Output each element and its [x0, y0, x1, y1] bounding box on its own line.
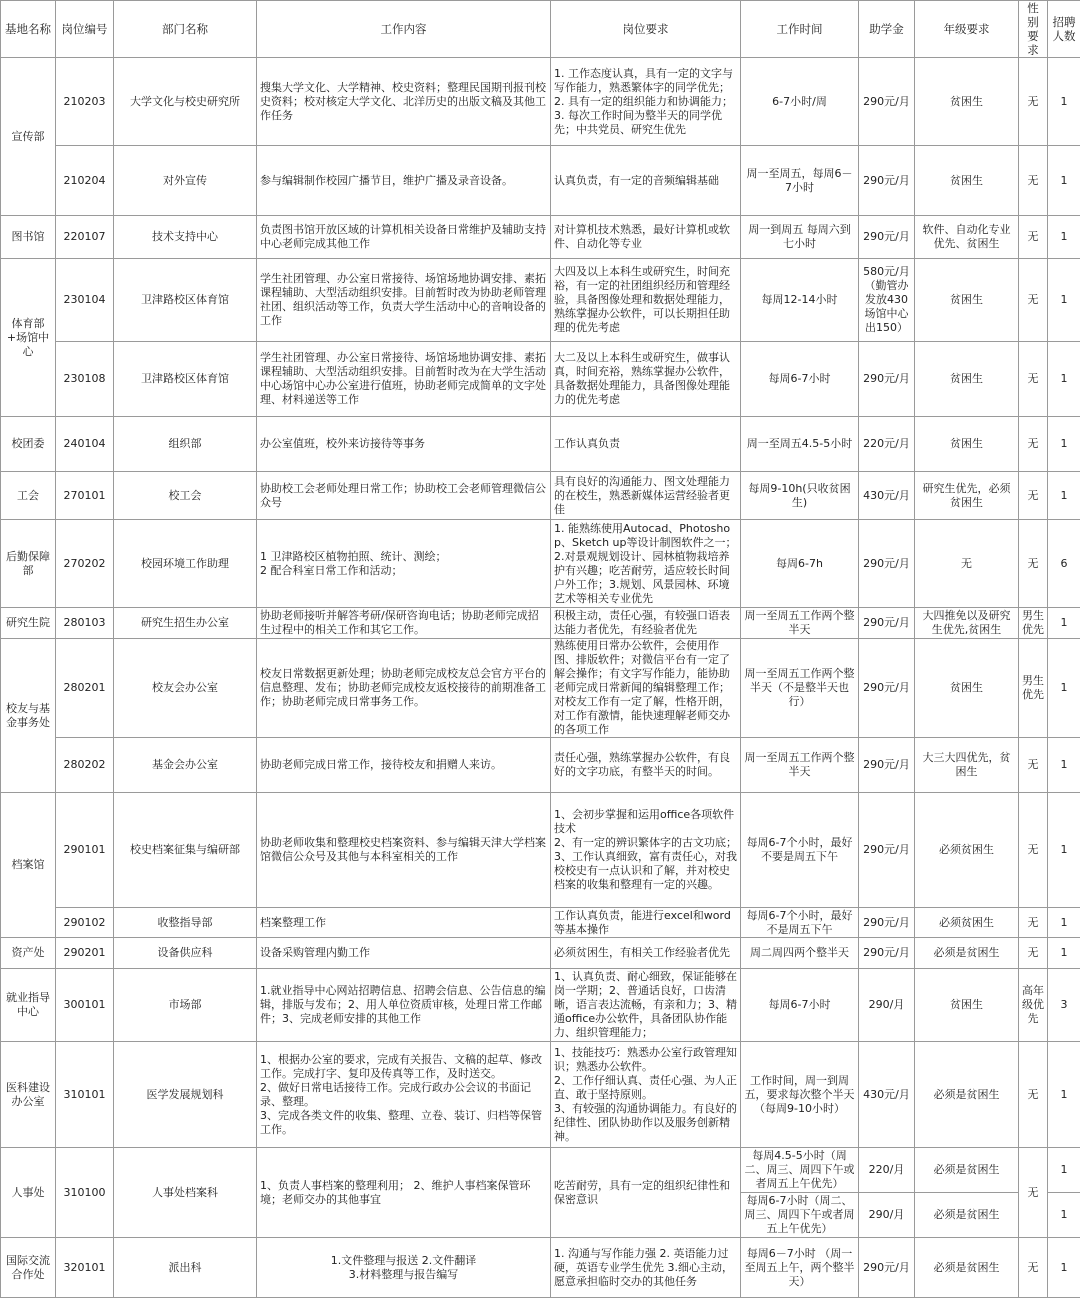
base-name-cell: 宣传部	[1, 58, 56, 216]
grade-requirement-cell: 贫困生	[915, 969, 1019, 1042]
work-time-cell: 每周4.5-5小时（周二、周三、周四下午或者周五上午优先）	[741, 1148, 859, 1193]
table-row	[1, 146, 1080, 216]
department-cell: 基金会办公室	[114, 738, 257, 793]
requirements-cell: 1、会初步掌握和运用office各项软件技术 2、有一定的辨识繁体字的古文功底； 3、工作认真细致，富有责任心，对我校校史有一点认识和了解，并对校史档案的收集和整理有一定的兴趣。	[551, 793, 741, 908]
stipend-cell: 290元/月	[859, 216, 915, 259]
work-time-cell: 工作时间，周一到周五，要求每次整个半天 （每周9-10小时）	[741, 1042, 859, 1148]
headcount-cell: 1	[1048, 259, 1080, 342]
department-cell: 组织部	[114, 417, 257, 472]
stipend-cell: 290元/月	[859, 520, 915, 608]
grade-requirement-cell: 无	[915, 520, 1019, 608]
base-name-cell: 校友与基金事务处	[1, 639, 56, 793]
headcount-cell: 1	[1048, 608, 1080, 639]
base-name-cell: 资产处	[1, 938, 56, 969]
requirements-cell: 1. 能熟练使用Autocad、Photoshop、Sketch up等设计制图软件之一； 2.对景观规划设计、园林植物栽培养护有兴趣；吃苦耐劳，适应较长时间户外工作；3.规划、风景园林、环境艺术等相关专业优先	[551, 520, 741, 608]
header-row	[1, 1, 1080, 58]
headcount-cell: 6	[1048, 520, 1080, 608]
table-row	[1, 1238, 1080, 1298]
table-row	[1, 969, 1080, 1042]
position-id-cell: 220107	[56, 216, 114, 259]
table-row	[1, 342, 1080, 417]
headcount-cell: 1	[1048, 639, 1080, 738]
grade-requirement-cell: 大三大四优先，贫困生	[915, 738, 1019, 793]
grade-requirement-cell: 贫困生	[915, 146, 1019, 216]
headcount-cell: 1	[1048, 342, 1080, 417]
work-time-cell: 周一到周五 每周六到七小时	[741, 216, 859, 259]
work-time-cell: 周二周四两个整半天	[741, 938, 859, 969]
headcount-cell: 1	[1048, 938, 1080, 969]
work-time-cell: 周一至周五4.5-5小时	[741, 417, 859, 472]
requirements-cell: 吃苦耐劳，具有一定的组织纪律性和保密意识	[551, 1148, 741, 1238]
stipend-cell: 290元/月	[859, 58, 915, 146]
table-row	[1, 738, 1080, 793]
work-content-cell: 设备采购管理内勤工作	[257, 938, 551, 969]
headcount-cell: 1	[1048, 738, 1080, 793]
table-row	[1, 908, 1080, 938]
stipend-cell: 290元/月	[859, 908, 915, 938]
stipend-cell: 290元/月	[859, 608, 915, 639]
gender-requirement-cell: 无	[1019, 520, 1048, 608]
gender-requirement-cell: 无	[1019, 146, 1048, 216]
work-time-cell: 每周6-7个小时，最好不是周五下午	[741, 908, 859, 938]
headcount-cell: 1	[1048, 1148, 1080, 1193]
header-headcount: 招聘人数	[1048, 1, 1080, 58]
headcount-cell: 3	[1048, 969, 1080, 1042]
gender-requirement-cell: 无	[1019, 938, 1048, 969]
table-row	[1, 259, 1080, 342]
table-row	[1, 1148, 1080, 1193]
requirements-cell: 积极主动，责任心强，有较强口语表达能力者优先，有经验者优先	[551, 608, 741, 639]
work-content-cell: 校友日常数据更新处理；协助老师完成校友总会官方平台的信息整理、发布；协助老师完成校友返校接待的前期准备工作；协助老师完成日常事务工作。	[257, 639, 551, 738]
department-cell: 市场部	[114, 969, 257, 1042]
table-row	[1, 608, 1080, 639]
position-id-cell: 310100	[56, 1148, 114, 1238]
requirements-cell: 工作认真负责，能进行excel和word等基本操作	[551, 908, 741, 938]
position-id-cell: 210203	[56, 58, 114, 146]
grade-requirement-cell: 必须贫困生	[915, 793, 1019, 908]
work-time-cell: 每周6-7小时	[741, 969, 859, 1042]
gender-requirement-cell: 无	[1019, 216, 1048, 259]
stipend-cell: 290元/月	[859, 146, 915, 216]
work-time-cell: 每周6-7小时	[741, 342, 859, 417]
work-time-cell: 周一至周五工作两个整半天	[741, 608, 859, 639]
work-content-cell: 协助老师完成日常工作，接待校友和捐赠人来访。	[257, 738, 551, 793]
work-content-cell: 参与编辑制作校园广播节目，维护广播及录音设备。	[257, 146, 551, 216]
work-content-cell: 档案整理工作	[257, 908, 551, 938]
position-id-cell: 280201	[56, 639, 114, 738]
department-cell: 校史档案征集与编研部	[114, 793, 257, 908]
work-content-cell: 搜集大学文化、大学精神、校史资料；整理民国期刊报刊校史资料；校对核定大学文化、北洋历史的出版文稿及其他工作任务	[257, 58, 551, 146]
stipend-cell: 290元/月	[859, 938, 915, 969]
base-name-cell: 国际交流合作处	[1, 1238, 56, 1298]
stipend-cell: 290元/月	[859, 1238, 915, 1298]
department-cell: 派出科	[114, 1238, 257, 1298]
base-name-cell: 研究生院	[1, 608, 56, 639]
grade-requirement-cell: 贫困生	[915, 417, 1019, 472]
header-base: 基地名称	[1, 1, 56, 58]
requirements-cell: 大四及以上本科生或研究生，时间充裕，有一定的社团组织经历和管理经验，具备图像处理和数据处理能力，熟练掌握办公软件，可以长期担任助理的优先考虑	[551, 259, 741, 342]
header-work-content: 工作内容	[257, 1, 551, 58]
base-name-cell: 校团委	[1, 417, 56, 472]
stipend-cell: 580元/月（勤管办发放430场馆中心出150）	[859, 259, 915, 342]
work-content-cell: 1 卫津路校区植物拍照、统计、测绘； 2 配合科室日常工作和活动；	[257, 520, 551, 608]
stipend-cell: 290元/月	[859, 793, 915, 908]
gender-requirement-cell: 无	[1019, 259, 1048, 342]
stipend-cell: 290元/月	[859, 342, 915, 417]
stipend-cell: 220元/月	[859, 417, 915, 472]
work-time-cell: 周一至周五工作两个整半天（不是整半天也行）	[741, 639, 859, 738]
gender-requirement-cell: 无	[1019, 738, 1048, 793]
work-time-cell: 每周6－7小时 （周一至周五上午，两个整半天）	[741, 1238, 859, 1298]
stipend-cell: 430元/月	[859, 1042, 915, 1148]
position-id-cell: 290102	[56, 908, 114, 938]
work-content-cell: 负责图书馆开放区域的计算机相关设备日常维护及辅助支持中心老师完成其他工作	[257, 216, 551, 259]
gender-requirement-cell: 无	[1019, 342, 1048, 417]
work-time-cell: 周一至周五，每周6－7小时	[741, 146, 859, 216]
department-cell: 卫津路校区体育馆	[114, 342, 257, 417]
work-content-cell: 1.就业指导中心网站招聘信息、招聘会信息、公告信息的编辑，排版与发布；2、用人单位资质审核，处理日常工作邮件；3、完成老师安排的其他工作	[257, 969, 551, 1042]
work-time-cell: 每周9-10h(只收贫困生)	[741, 472, 859, 520]
requirements-cell: 1. 工作态度认真，具有一定的文字与写作能力，熟悉繁体字的同学优先； 2. 具有一定的组织能力和协调能力； 3. 每次工作时间为整半天的同学优先；中共党员、研究生优先	[551, 58, 741, 146]
gender-requirement-cell: 男生优先	[1019, 639, 1048, 738]
table-row	[1, 938, 1080, 969]
work-content-cell: 协助校工会老师处理日常工作；协助校工会老师管理微信公众号	[257, 472, 551, 520]
headcount-cell: 1	[1048, 1193, 1080, 1238]
department-cell: 校友会办公室	[114, 639, 257, 738]
work-content-cell: 协助老师收集和整理校史档案资料、参与编辑天津大学档案馆微信公众号及其他与本科室相关的工作	[257, 793, 551, 908]
grade-requirement-cell: 必须是贫困生	[915, 1148, 1019, 1193]
position-id-cell: 310101	[56, 1042, 114, 1148]
work-content-cell: 1、负责人事档案的整理利用； 2、维护人事档案保管环境；老师交办的其他事宜	[257, 1148, 551, 1238]
header-grade: 年级要求	[915, 1, 1019, 58]
requirements-cell: 具有良好的沟通能力、图文处理能力的在校生，熟悉新媒体运营经验者更佳	[551, 472, 741, 520]
position-id-cell: 280202	[56, 738, 114, 793]
grade-requirement-cell: 贫困生	[915, 259, 1019, 342]
department-cell: 收整指导部	[114, 908, 257, 938]
position-id-cell: 320101	[56, 1238, 114, 1298]
requirements-cell: 工作认真负责	[551, 417, 741, 472]
header-position-id: 岗位编号	[56, 1, 114, 58]
grade-requirement-cell: 必须是贫困生	[915, 938, 1019, 969]
stipend-cell: 220/月	[859, 1148, 915, 1193]
work-time-cell: 每周12-14小时	[741, 259, 859, 342]
department-cell: 校园环境工作助理	[114, 520, 257, 608]
position-id-cell: 230108	[56, 342, 114, 417]
grade-requirement-cell: 贫困生	[915, 58, 1019, 146]
requirements-cell: 1. 沟通与写作能力强 2. 英语能力过硬，英语专业学生优先 3.细心主动，愿意承担临时交办的其他任务	[551, 1238, 741, 1298]
work-time-cell: 每周6-7h	[741, 520, 859, 608]
department-cell: 校工会	[114, 472, 257, 520]
gender-requirement-cell: 无	[1019, 417, 1048, 472]
stipend-cell: 290元/月	[859, 738, 915, 793]
position-id-cell: 270202	[56, 520, 114, 608]
headcount-cell: 1	[1048, 1042, 1080, 1148]
grade-requirement-cell: 必须是贫困生	[915, 1193, 1019, 1238]
grade-requirement-cell: 必须贫困生	[915, 908, 1019, 938]
department-cell: 技术支持中心	[114, 216, 257, 259]
grade-requirement-cell: 必须是贫困生	[915, 1238, 1019, 1298]
work-time-cell: 每周6-7小时（周二、周三、周四下午或者周五上午优先）	[741, 1193, 859, 1238]
requirements-cell: 认真负责，有一定的音频编辑基础	[551, 146, 741, 216]
base-name-cell: 就业指导中心	[1, 969, 56, 1042]
work-content-cell: 1.文件整理与报送 2.文件翻译 3.材料整理与报告编写	[257, 1238, 551, 1298]
requirements-cell: 1、认真负责、耐心细致，保证能够在岗一学期；2、普通话良好，口齿清晰，语言表达流畅，有亲和力；3、精通office办公软件，具备团队协作能力、组织管理能力；	[551, 969, 741, 1042]
work-time-cell: 周一至周五工作两个整半天	[741, 738, 859, 793]
requirements-cell: 大二及以上本科生或研究生，做事认真，时间充裕，熟练掌握办公软件，具备数据处理能力，具备图像处理能力的优先考虑	[551, 342, 741, 417]
work-content-cell: 办公室值班，校外来访接待等事务	[257, 417, 551, 472]
gender-requirement-cell: 无	[1019, 1238, 1048, 1298]
work-time-cell: 6-7小时/周	[741, 58, 859, 146]
work-content-cell: 1、根据办公室的要求，完成有关报告、文稿的起草、修改工作。完成打字、复印及传真等工作，及时送交。 2、做好日常电话接待工作。完成行政办公会议的书面记录、整理。 3、完成各类文件的收集、整理、立卷、装订、归档等保管工作。	[257, 1042, 551, 1148]
table-row	[1, 793, 1080, 908]
department-cell: 研究生招生办公室	[114, 608, 257, 639]
table-row	[1, 417, 1080, 472]
base-name-cell: 医科建设办公室	[1, 1042, 56, 1148]
position-id-cell: 230104	[56, 259, 114, 342]
department-cell: 设备供应科	[114, 938, 257, 969]
table-row	[1, 58, 1080, 146]
header-gender: 性别要求	[1019, 1, 1048, 58]
stipend-cell: 290/月	[859, 1193, 915, 1238]
work-content-cell: 学生社团管理、办公室日常接待、场馆场地协调安排、素拓课程辅助、大型活动组织安排。目前暂时改为协助老师管理社团、组织活动等工作，负责大学生活动中心的音响设备的工作	[257, 259, 551, 342]
table-body	[1, 58, 1080, 1298]
header-stipend: 助学金	[859, 1, 915, 58]
stipend-cell: 290/月	[859, 969, 915, 1042]
requirements-cell: 熟练使用日常办公软件，会使用作图、排版软件；对微信平台有一定了解会操作；有文字写作能力，能协助老师完成日常新闻的编辑整理工作；对校友工作有一定了解，性格开朗，对工作有激情，能快速理解老师交办的各项工作	[551, 639, 741, 738]
table-row	[1, 216, 1080, 259]
base-name-cell: 后勤保障部	[1, 520, 56, 608]
headcount-cell: 1	[1048, 908, 1080, 938]
headcount-cell: 1	[1048, 417, 1080, 472]
headcount-cell: 1	[1048, 146, 1080, 216]
grade-requirement-cell: 贫困生	[915, 639, 1019, 738]
position-id-cell: 290101	[56, 793, 114, 908]
grade-requirement-cell: 必须是贫困生	[915, 1042, 1019, 1148]
headcount-cell: 1	[1048, 472, 1080, 520]
table-row	[1, 472, 1080, 520]
department-cell: 卫津路校区体育馆	[114, 259, 257, 342]
position-id-cell: 280103	[56, 608, 114, 639]
work-content-cell: 学生社团管理、办公室日常接待、场馆场地协调安排、素拓课程辅助、大型活动组织安排。目前暂时改为在大学生活动中心场馆中心办公室进行值班，协助老师完成简单的文字处理、材料递送等工作	[257, 342, 551, 417]
header-requirements: 岗位要求	[551, 1, 741, 58]
base-name-cell: 人事处	[1, 1148, 56, 1238]
position-id-cell: 210204	[56, 146, 114, 216]
table-row	[1, 1042, 1080, 1148]
position-id-cell: 290201	[56, 938, 114, 969]
department-cell: 大学文化与校史研究所	[114, 58, 257, 146]
work-content-cell: 协助老师接听并解答考研/保研咨询电话；协助老师完成招生过程中的相关工作和其它工作。	[257, 608, 551, 639]
base-name-cell: 档案馆	[1, 793, 56, 938]
gender-requirement-cell: 无	[1019, 58, 1048, 146]
headcount-cell: 1	[1048, 216, 1080, 259]
position-id-cell: 240104	[56, 417, 114, 472]
stipend-cell: 290元/月	[859, 639, 915, 738]
gender-requirement-cell: 高年级优先	[1019, 969, 1048, 1042]
gender-requirement-cell: 无	[1019, 1148, 1048, 1238]
requirements-cell: 1、技能技巧：熟悉办公室行政管理知识；熟悉办公软件。 2、工作仔细认真、责任心强、为人正直、敢于坚持原则。 3、有较强的沟通协调能力。有良好的纪律性、团队协助作以及服务创新精神。	[551, 1042, 741, 1148]
base-name-cell: 体育部+场馆中心	[1, 259, 56, 417]
department-cell: 医学发展规划科	[114, 1042, 257, 1148]
header-department: 部门名称	[114, 1, 257, 58]
table-row	[1, 639, 1080, 738]
headcount-cell: 1	[1048, 793, 1080, 908]
header-work-time: 工作时间	[741, 1, 859, 58]
gender-requirement-cell: 无	[1019, 1042, 1048, 1148]
table-row	[1, 520, 1080, 608]
base-name-cell: 工会	[1, 472, 56, 520]
gender-requirement-cell: 无	[1019, 908, 1048, 938]
position-id-cell: 270101	[56, 472, 114, 520]
base-name-cell: 图书馆	[1, 216, 56, 259]
headcount-cell: 1	[1048, 58, 1080, 146]
grade-requirement-cell: 贫困生	[915, 342, 1019, 417]
requirements-cell: 责任心强，熟练掌握办公软件，有良好的文字功底，有整半天的时间。	[551, 738, 741, 793]
work-time-cell: 每周6-7个小时，最好不要是周五下午	[741, 793, 859, 908]
headcount-cell: 1	[1048, 1238, 1080, 1298]
department-cell: 人事处档案科	[114, 1148, 257, 1238]
requirements-cell: 对计算机技术熟悉，最好计算机或软件、自动化等专业	[551, 216, 741, 259]
gender-requirement-cell: 无	[1019, 472, 1048, 520]
grade-requirement-cell: 软件、自动化专业优先、贫困生	[915, 216, 1019, 259]
department-cell: 对外宣传	[114, 146, 257, 216]
stipend-cell: 430元/月	[859, 472, 915, 520]
requirements-cell: 必须贫困生，有相关工作经验者优先	[551, 938, 741, 969]
grade-requirement-cell: 研究生优先，必须贫困生	[915, 472, 1019, 520]
gender-requirement-cell: 男生优先	[1019, 608, 1048, 639]
position-id-cell: 300101	[56, 969, 114, 1042]
grade-requirement-cell: 大四推免以及研究生优先,贫困生	[915, 608, 1019, 639]
gender-requirement-cell: 无	[1019, 793, 1048, 908]
